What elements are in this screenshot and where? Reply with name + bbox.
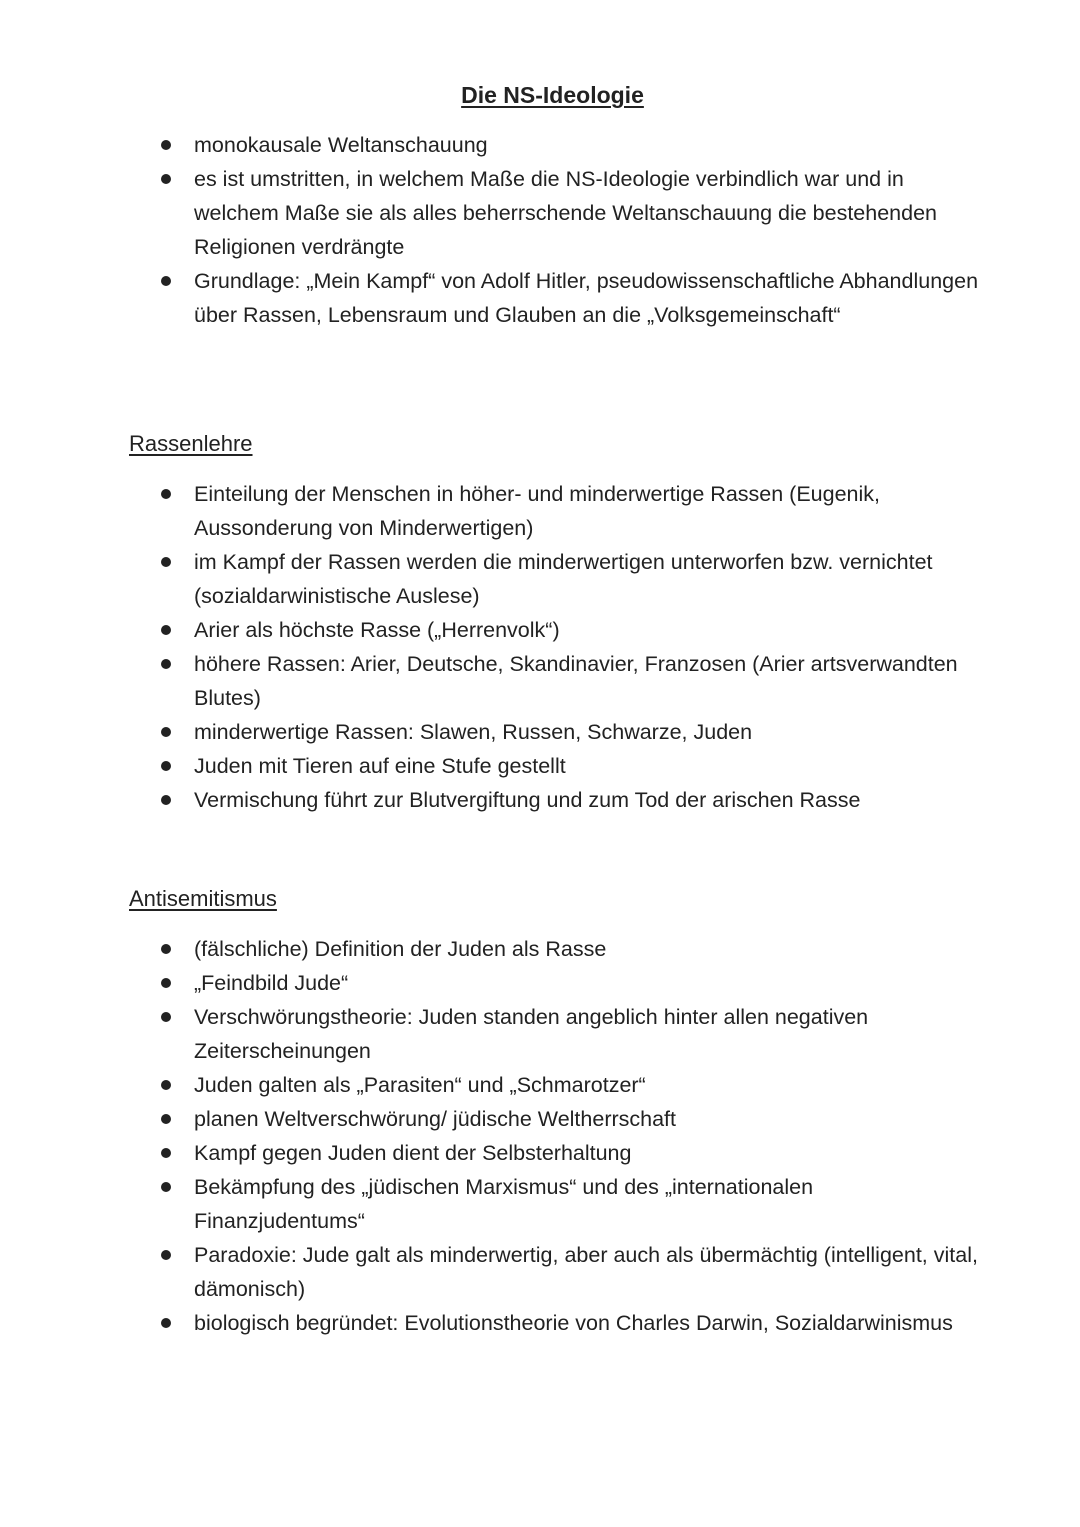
list-item: Juden mit Tieren auf eine Stufe gestellt	[0, 749, 984, 783]
list-item: Grundlage: „Mein Kampf“ von Adolf Hitler, pseudowissenschaftliche Abhandlungen über Rassen, Lebensraum und Glauben an die „Volksgemeinschaft“	[0, 264, 984, 332]
rassenlehre-list	[0, 477, 984, 817]
list-item: planen Weltverschwörung/ jüdische Weltherrschaft	[0, 1102, 984, 1136]
list-item: Kampf gegen Juden dient der Selbsterhaltung	[0, 1136, 984, 1170]
list-item: (fälschliche) Definition der Juden als Rasse	[0, 932, 984, 966]
list-item: es ist umstritten, in welchem Maße die NS-Ideologie verbindlich war und in welchem Maße sie als alles beherrschende Weltanschauung die bestehenden Religionen verdrängte	[0, 162, 984, 264]
list-item: Paradoxie: Jude galt als minderwertig, aber auch als übermächtig (intelligent, vital, dämonisch)	[0, 1238, 984, 1306]
section-heading-rassenlehre: Rassenlehre	[129, 431, 253, 456]
section-heading-antisemitismus: Antisemitismus	[129, 886, 277, 911]
list-item: höhere Rassen: Arier, Deutsche, Skandinavier, Franzosen (Arier artsverwandten Blutes)	[0, 647, 984, 715]
list-item: im Kampf der Rassen werden die minderwertigen unterworfen bzw. vernichtet (sozialdarwinistische Auslese)	[0, 545, 984, 613]
list-item: biologisch begründet: Evolutionstheorie von Charles Darwin, Sozialdarwinismus	[0, 1306, 984, 1340]
list-item: Einteilung der Menschen in höher- und minderwertige Rassen (Eugenik, Aussonderung von Minderwertigen)	[0, 477, 984, 545]
list-item: Bekämpfung des „jüdischen Marxismus“ und des „internationalen Finanzjudentums“	[0, 1170, 984, 1238]
antisemitismus-list	[0, 932, 984, 1340]
list-item: minderwertige Rassen: Slawen, Russen, Schwarze, Juden	[0, 715, 984, 749]
intro-list	[0, 128, 984, 332]
list-item: Juden galten als „Parasiten“ und „Schmarotzer“	[0, 1068, 984, 1102]
list-item: Verschwörungstheorie: Juden standen angeblich hinter allen negativen Zeiterscheinungen	[0, 1000, 984, 1068]
list-item: monokausale Weltanschauung	[0, 128, 984, 162]
page-title: Die NS-Ideologie	[461, 82, 644, 108]
list-item: „Feindbild Jude“	[0, 966, 984, 1000]
list-item: Vermischung führt zur Blutvergiftung und zum Tod der arischen Rasse	[0, 783, 984, 817]
list-item: Arier als höchste Rasse („Herrenvolk“)	[0, 613, 984, 647]
